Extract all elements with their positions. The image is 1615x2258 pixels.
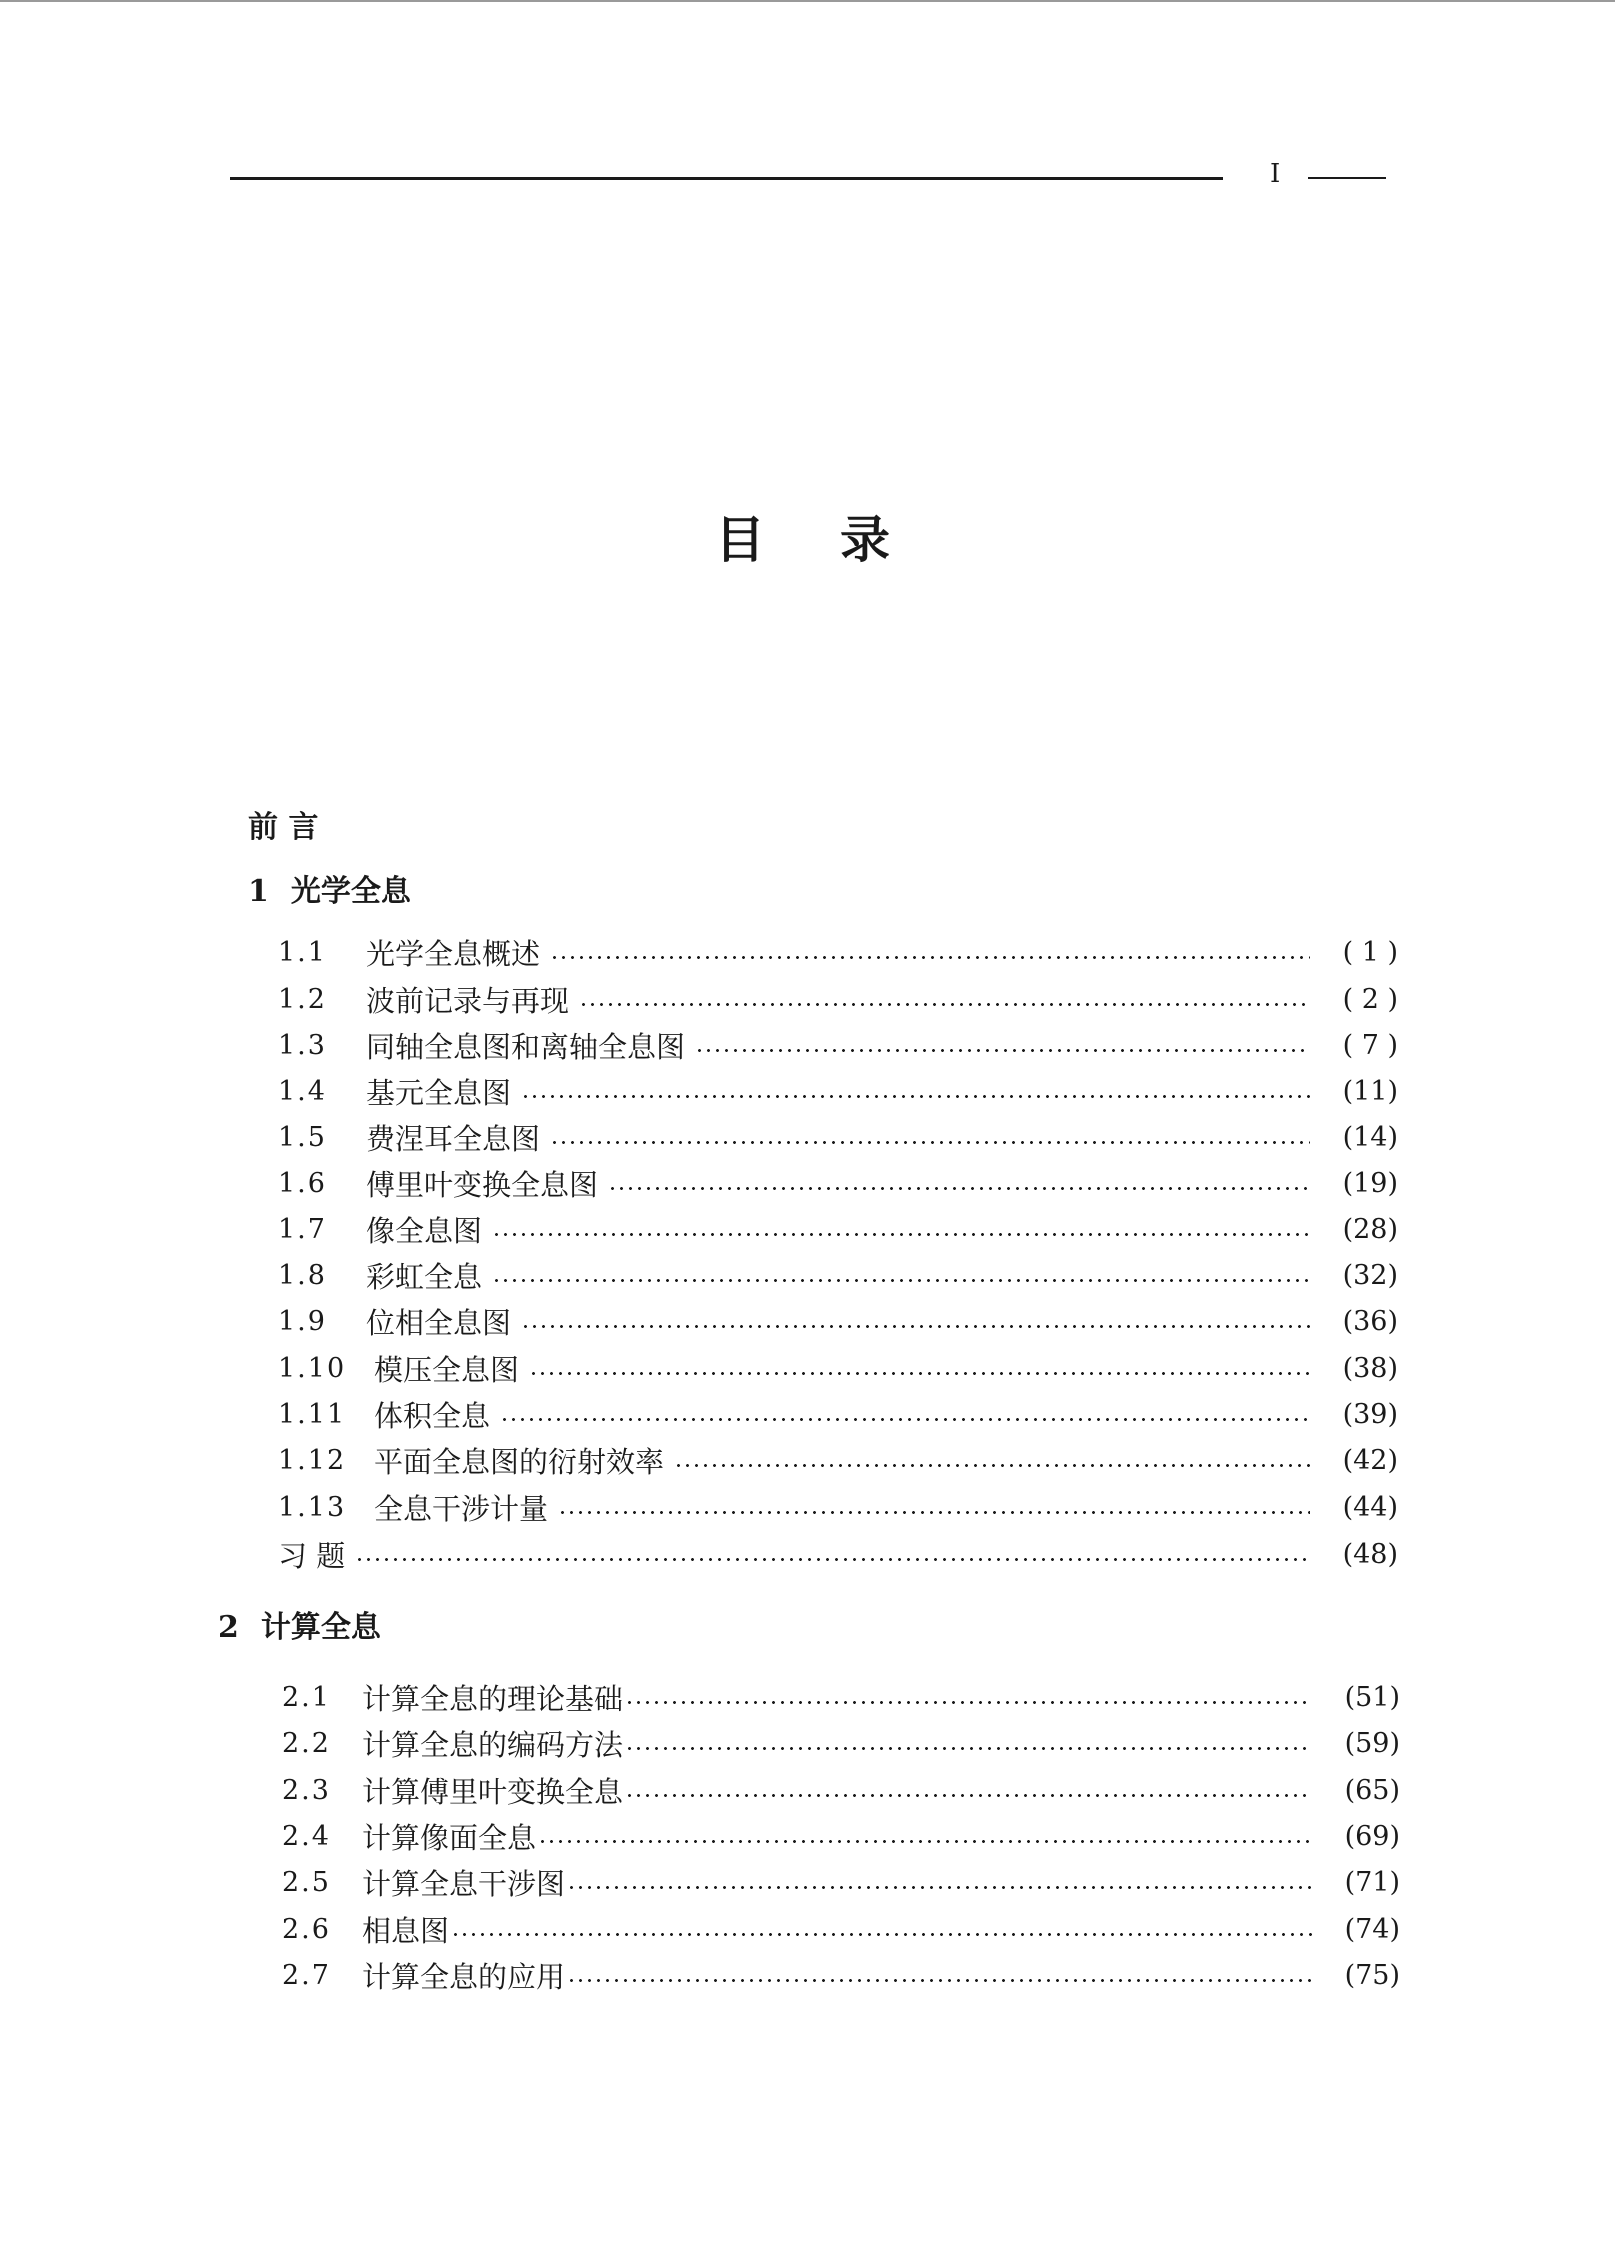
section-number: 2.3 — [282, 1774, 331, 1806]
dot-leader — [550, 1140, 1310, 1145]
section-number: 1.12 — [278, 1444, 347, 1476]
section-number: 1.2 — [278, 983, 327, 1015]
page-reference: (36) — [1342, 1305, 1398, 1337]
dot-leader — [625, 1793, 1312, 1798]
section-title: 费涅耳全息图 — [366, 1121, 541, 1156]
page-reference: (14) — [1342, 1121, 1398, 1153]
page-reference: (65) — [1344, 1774, 1400, 1806]
toc-entry[interactable] — [282, 1909, 1400, 1949]
dot-leader — [529, 1371, 1310, 1376]
page-reference: (11) — [1342, 1075, 1398, 1107]
toc-entry[interactable] — [282, 1816, 1400, 1856]
dot-leader — [521, 1094, 1310, 1099]
dot-leader — [567, 1978, 1312, 1983]
dot-leader — [558, 1510, 1310, 1515]
page-reference: ( 1 ) — [1342, 936, 1398, 968]
toc-entry[interactable] — [278, 1117, 1398, 1157]
section-title: 计算傅里叶变换全息 — [362, 1774, 624, 1809]
section-number: 1.8 — [278, 1259, 327, 1291]
dot-leader — [451, 1932, 1312, 1937]
section-title: 同轴全息图和离轴全息图 — [366, 1029, 686, 1064]
section-title: 位相全息图 — [366, 1305, 512, 1340]
page-reference: (28) — [1342, 1213, 1398, 1245]
dot-leader — [500, 1417, 1310, 1422]
chapter-title: 计算全息 — [260, 1610, 381, 1645]
section-title: 傅里叶变换全息图 — [366, 1167, 599, 1202]
section-number: 2.4 — [282, 1820, 331, 1852]
toc-entry[interactable] — [278, 1394, 1398, 1434]
section-number: 1.5 — [278, 1121, 327, 1153]
section-number: 1.4 — [278, 1075, 327, 1107]
section-title: 平面全息图的衍射效率 — [374, 1444, 665, 1479]
section-title: 体积全息 — [374, 1398, 491, 1433]
preface-heading: 前 言 — [248, 810, 319, 845]
section-number: 2.7 — [282, 1959, 331, 1991]
header-rule-right — [1308, 177, 1386, 179]
section-number: 1.9 — [278, 1305, 327, 1337]
dot-leader — [608, 1186, 1310, 1191]
page-reference: (69) — [1344, 1820, 1400, 1852]
dot-leader — [538, 1839, 1312, 1844]
section-number: 2.6 — [282, 1913, 331, 1945]
toc-entry[interactable] — [282, 1770, 1400, 1810]
toc-entry[interactable] — [278, 1255, 1398, 1295]
toc-entry-exercises[interactable] — [278, 1534, 1398, 1574]
dot-leader — [567, 1885, 1312, 1890]
toc-entry[interactable] — [278, 1163, 1398, 1203]
header-rule — [230, 177, 1223, 180]
chapter-title: 光学全息 — [290, 874, 411, 909]
toc-entry[interactable] — [278, 979, 1398, 1019]
page-reference: (71) — [1344, 1866, 1400, 1898]
toc-entry[interactable] — [278, 1301, 1398, 1341]
page-reference: ( 7 ) — [1342, 1029, 1398, 1061]
toc-entry[interactable] — [282, 1677, 1400, 1717]
toc-entry[interactable] — [282, 1955, 1400, 1995]
dot-leader — [355, 1557, 1310, 1562]
section-number: 1.13 — [278, 1491, 347, 1523]
page-reference: (44) — [1342, 1491, 1398, 1523]
header-page-number: I — [1270, 159, 1281, 189]
section-title: 彩虹全息 — [366, 1259, 483, 1294]
section-title: 像全息图 — [366, 1213, 483, 1248]
section-title: 计算全息的理论基础 — [362, 1681, 624, 1716]
section-title: 习 题 — [278, 1538, 346, 1573]
dot-leader — [674, 1463, 1310, 1468]
page-top-border — [0, 0, 1615, 2]
page-reference: (38) — [1342, 1352, 1398, 1384]
section-number: 1.7 — [278, 1213, 327, 1245]
toc-entry[interactable] — [278, 1209, 1398, 1249]
toc-entry[interactable] — [282, 1723, 1400, 1763]
toc-entry[interactable] — [278, 1487, 1398, 1527]
section-title: 波前记录与再现 — [366, 983, 570, 1018]
page-title: 目录 — [715, 511, 965, 569]
toc-entry[interactable] — [278, 1025, 1398, 1065]
page-reference: (42) — [1342, 1444, 1398, 1476]
section-number: 2.5 — [282, 1866, 331, 1898]
page-reference: (51) — [1344, 1681, 1400, 1713]
section-title: 全息干涉计量 — [374, 1491, 549, 1526]
chapter-heading — [248, 872, 411, 912]
page-reference: (19) — [1342, 1167, 1398, 1199]
section-number: 2.2 — [282, 1727, 331, 1759]
section-number: 2.1 — [282, 1681, 331, 1713]
section-title: 基元全息图 — [366, 1075, 512, 1110]
section-number: 1.11 — [278, 1398, 347, 1430]
toc-entry[interactable] — [278, 1071, 1398, 1111]
toc-entry[interactable] — [278, 1348, 1398, 1388]
dot-leader — [695, 1048, 1310, 1053]
page-reference: ( 2 ) — [1342, 983, 1398, 1015]
section-title: 光学全息概述 — [366, 936, 541, 971]
dot-leader — [521, 1324, 1310, 1329]
page-reference: (74) — [1344, 1913, 1400, 1945]
section-title: 模压全息图 — [374, 1352, 520, 1387]
section-title: 计算全息干涉图 — [362, 1866, 566, 1901]
section-title: 相息图 — [362, 1913, 450, 1948]
dot-leader — [492, 1278, 1310, 1283]
section-number: 1.3 — [278, 1029, 327, 1061]
dot-leader — [550, 955, 1310, 960]
chapter-heading — [218, 1608, 381, 1648]
dot-leader — [625, 1746, 1312, 1751]
page-reference: (32) — [1342, 1259, 1398, 1291]
page-reference: (59) — [1344, 1727, 1400, 1759]
section-number: 1.10 — [278, 1352, 347, 1384]
section-title: 计算全息的编码方法 — [362, 1727, 624, 1762]
chapter-number: 1 — [248, 874, 269, 909]
dot-leader — [492, 1232, 1310, 1237]
page-reference: (39) — [1342, 1398, 1398, 1430]
section-title: 计算全息的应用 — [362, 1959, 566, 1994]
toc-entry[interactable] — [278, 1440, 1398, 1480]
section-title: 计算像面全息 — [362, 1820, 537, 1855]
chapter-number: 2 — [218, 1610, 239, 1645]
section-number: 1.6 — [278, 1167, 327, 1199]
dot-leader — [579, 1002, 1310, 1007]
toc-entry[interactable] — [282, 1862, 1400, 1902]
page-reference: (48) — [1342, 1538, 1398, 1570]
page-reference: (75) — [1344, 1959, 1400, 1991]
dot-leader — [625, 1700, 1312, 1705]
section-number: 1.1 — [278, 936, 327, 968]
toc-entry[interactable] — [278, 932, 1398, 972]
